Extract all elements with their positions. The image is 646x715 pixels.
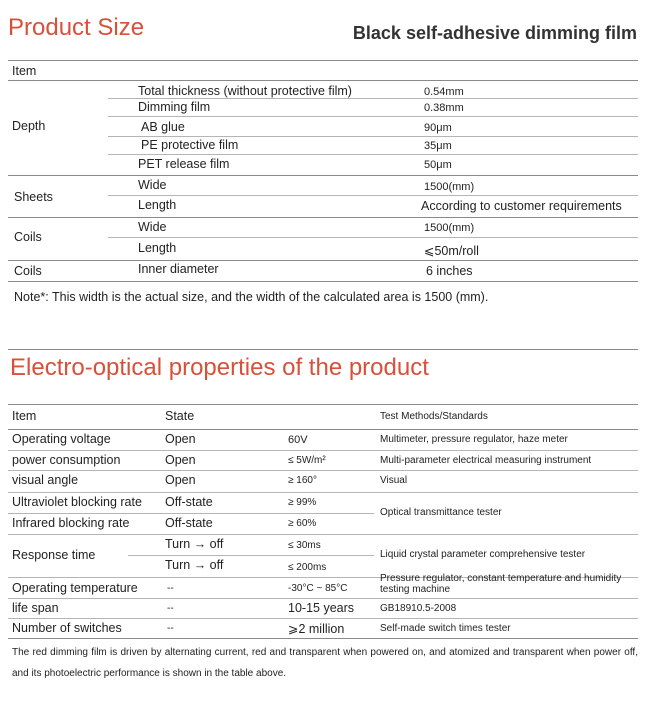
- response-turn-on-state: Turn → off: [165, 537, 224, 551]
- row-rule: [108, 154, 638, 155]
- uv-blocking-value: ≥ 99%: [288, 497, 317, 508]
- power-consumption-method: Multi-parameter electrical measuring instrument: [380, 455, 592, 466]
- response-turn-on-value: ≤ 30ms: [288, 540, 321, 551]
- visual-angle-item: visual angle: [12, 473, 79, 487]
- coils-length-name: Length: [138, 241, 177, 255]
- power-consumption-value: ≤ 5W/m²: [288, 455, 326, 466]
- sheets-label: Sheets: [14, 190, 53, 204]
- ir-blocking-state: Off-state: [165, 516, 213, 530]
- visual-angle-value: ≥ 160°: [288, 475, 317, 486]
- uv-blocking-item: Ultraviolet blocking rate: [12, 495, 142, 509]
- product-size-title: Product Size: [8, 14, 145, 41]
- depth-ab-glue-name: AB glue: [141, 120, 185, 134]
- sheets-wide-value: 1500(mm): [424, 181, 475, 193]
- header-rule: [8, 80, 638, 81]
- response-method: Liquid crystal parameter comprehensive tester: [380, 549, 586, 560]
- optical-method: Optical transmittance tester: [380, 507, 502, 518]
- row-rule: [8, 492, 638, 493]
- life-span-value: 10-15 years: [288, 601, 355, 615]
- response-turn-off-value: ≤ 200ms: [288, 562, 327, 573]
- group-rule: [8, 217, 638, 218]
- depth-label: Depth: [12, 119, 46, 133]
- operating-voltage-value: 60V: [288, 434, 308, 446]
- depth-dimming-film-value: 0.38mm: [424, 102, 464, 114]
- table-top-rule: [8, 60, 638, 61]
- eo-header-state: State: [165, 409, 195, 423]
- inner-diameter-value: 6 inches: [426, 264, 473, 278]
- depth-ab-glue-value: 90μm: [424, 122, 452, 134]
- row-rule: [8, 513, 374, 514]
- coils-wide-value: 1500(mm): [424, 222, 475, 234]
- row-rule: [108, 98, 638, 99]
- group-rule: [8, 260, 638, 261]
- electro-optical-footer: The red dimming film is driven by alternating current, red and transparent when powered on, and atomized and transparent when power off, and its photoelectric performance is shown in the table above.: [12, 647, 638, 679]
- ir-blocking-item: Infrared blocking rate: [12, 516, 130, 530]
- coils-label: Coils: [14, 230, 42, 244]
- table-bottom-rule: [8, 281, 638, 282]
- response-time-item: Response time: [12, 548, 96, 562]
- sheets-length-value: According to customer requirements: [421, 199, 622, 213]
- switches-item: Number of switches: [12, 621, 122, 635]
- depth-total-thickness-value: 0.54mm: [424, 86, 464, 98]
- group-rule: [8, 175, 638, 176]
- life-span-state: --: [167, 603, 174, 614]
- sheets-length-name: Length: [138, 198, 177, 212]
- coils-wide-name: Wide: [138, 220, 167, 234]
- operating-voltage-method: Multimeter, pressure regulator, haze meter: [380, 434, 568, 445]
- life-span-method: GB18910.5-2008: [380, 603, 457, 614]
- eo-header-method: Test Methods/Standards: [380, 411, 488, 422]
- header-rule: [8, 429, 638, 430]
- row-rule: [108, 195, 638, 196]
- table-top-rule: [8, 404, 638, 405]
- life-span-item: life span: [12, 601, 59, 615]
- eo-header-item: Item: [12, 409, 37, 423]
- coils2-label: Coils: [14, 264, 42, 278]
- operating-voltage-item: Operating voltage: [12, 432, 111, 446]
- row-rule: [8, 470, 638, 471]
- row-rule: [108, 136, 638, 137]
- product-size-subtitle: Black self-adhesive dimming film: [352, 23, 637, 43]
- switches-method: Self-made switch times tester: [380, 623, 511, 634]
- row-rule: [8, 598, 638, 599]
- item-header: Item: [12, 64, 37, 78]
- uv-blocking-state: Off-state: [165, 495, 213, 509]
- response-turn-off-state: Turn → off: [165, 558, 224, 572]
- row-rule: [108, 237, 638, 238]
- depth-pet-film-name: PET release film: [138, 157, 230, 171]
- operating-temperature-method: Pressure regulator, constant temperature and humidity testing machine: [380, 573, 622, 595]
- ir-blocking-value: ≥ 60%: [288, 518, 317, 529]
- depth-pe-film-name: PE protective film: [141, 138, 239, 152]
- depth-pe-film-value: 35μm: [424, 140, 452, 152]
- visual-angle-state: Open: [165, 473, 196, 487]
- power-consumption-state: Open: [165, 453, 196, 467]
- depth-total-thickness-name: Total thickness (without protective film): [138, 84, 352, 98]
- operating-voltage-state: Open: [165, 432, 196, 446]
- row-rule: [128, 555, 374, 556]
- power-consumption-item: power consumption: [12, 453, 121, 467]
- depth-dimming-film-name: Dimming film: [138, 100, 211, 114]
- visual-angle-method: Visual: [380, 475, 408, 486]
- table-bottom-rule: [8, 638, 638, 639]
- coils-length-value: ⩽50m/roll: [424, 244, 479, 258]
- row-rule: [108, 116, 638, 117]
- operating-temperature-state: --: [167, 583, 174, 594]
- section-rule: [8, 349, 638, 350]
- inner-diameter-name: Inner diameter: [138, 262, 219, 276]
- switches-value: ⩾2 million: [288, 622, 345, 636]
- operating-temperature-item: Operating temperature: [12, 581, 138, 595]
- sheets-wide-name: Wide: [138, 178, 167, 192]
- row-rule: [8, 618, 638, 619]
- row-rule: [8, 534, 638, 535]
- depth-pet-film-value: 50μm: [424, 159, 452, 171]
- row-rule: [8, 450, 638, 451]
- electro-optical-title: Electro-optical properties of the product: [10, 354, 429, 381]
- switches-state: --: [167, 623, 174, 634]
- operating-temperature-value: -30°C ~ 85°C: [288, 583, 348, 594]
- size-note: Note*: This width is the actual size, and the width of the calculated area is 1500 (mm).: [14, 290, 489, 304]
